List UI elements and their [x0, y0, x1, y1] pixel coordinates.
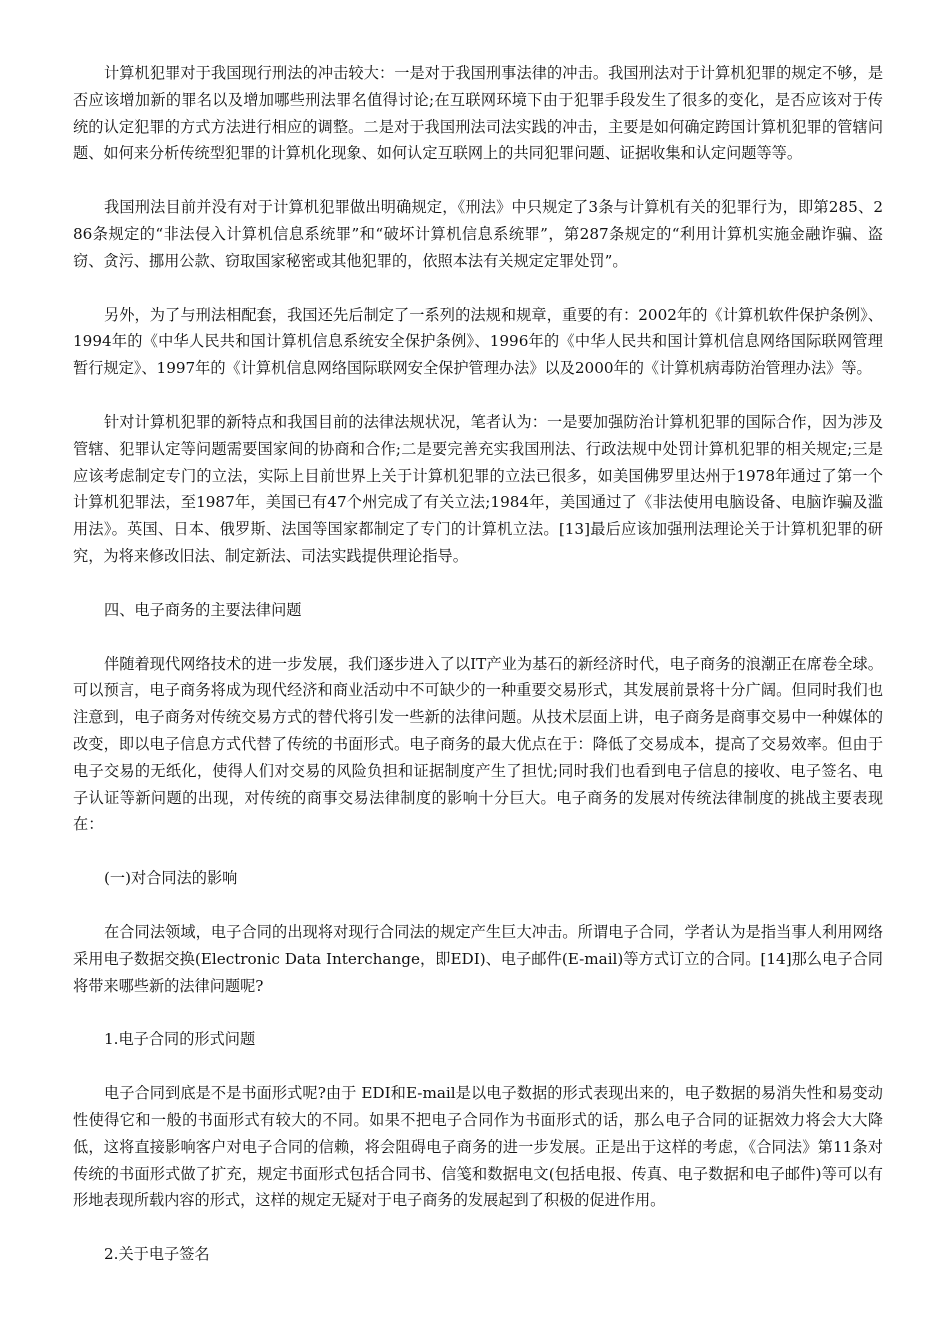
paragraph-author-suggestions: 针对计算机犯罪的新特点和我国目前的法律法规状况，笔者认为：一是要加强防治计算机犯罪的国际合作，因为涉及管辖、犯罪认定等问题需要国家间的协商和合作;二是要完善充实我国刑法、行政法规中处罚计算机犯罪的相关规定;三是应该考虑制定专门的立法，实际上目前世界上关于计算机犯罪的立法已很多，如美国佛罗里达州于1978年通过了第一个计算机犯罪法，至1987年，美国已有47个州完成了有关立法;1984年，美国通过了《非法使用电脑设备、电脑诈骗及滥用法》。英国、日本、俄罗斯、法国等国家都制定了专门的计算机立法。[13]最后应该加强刑法理论关于计算机犯罪的研究，为将来修改旧法、制定新法、司法实践提供理论指导。 [73, 412, 883, 565]
subsection-heading-contract-law: (一)对合同法的影响 [104, 869, 238, 888]
paragraph-criminal-law-provisions: 我国刑法目前并没有对于计算机犯罪做出明确规定，《刑法》中只规定了3条与计算机有关的犯罪行为，即第285、286条规定的“非法侵入计算机信息系统罪”和“破坏计算机信息系统罪”，第287条规定的“利用计算机实施金融诈骗、盗窃、贪污、挪用公款、窃取国家秘密或其他犯罪的，依照本法有关规定定罪处罚”。 [73, 198, 883, 270]
paragraph-electronic-contract: 在合同法领域，电子合同的出现将对现行合同法的规定产生巨大冲击。所谓电子合同，学者认为是指当事人利用网络采用电子数据交换(Electronic Data Interchange，即EDI)、电子邮件(E-mail)等方式订立的合同。[14]那么电子合同将带来哪些新的法律问题呢? [73, 922, 883, 995]
section-heading-ecommerce-legal-issues: 四、电子商务的主要法律问题 [104, 600, 302, 619]
subsection-heading-electronic-signature: 2.关于电子签名 [104, 1245, 210, 1264]
paragraph-computer-crime-impact: 计算机犯罪对于我国现行刑法的冲击较大：一是对于我国刑事法律的冲击。我国刑法对于计算机犯罪的规定不够，是否应该增加新的罪名以及增加哪些刑法罪名值得讨论;在互联网环境下由于犯罪手段发生了很多的变化，是否应该对于传统的认定犯罪的方式方法进行相应的调整。二是对于我国刑法司法实践的冲击，主要是如何确定跨国计算机犯罪的管辖问题、如何来分析传统型犯罪的计算机化现象、如何认定互联网上的共同犯罪问题、证据收集和认定问题等等。 [73, 64, 883, 163]
document-page [73, 60, 883, 1295]
paragraph-regulations-list: 另外，为了与刑法相配套，我国还先后制定了一系列的法规和规章，重要的有：2002年的《计算机软件保护条例》、1994年的《中华人民共和国计算机信息系统安全保护条例》、1996年的《中华人民共和国计算机信息网络国际联网管理暂行规定》、1997年的《计算机信息网络国际联网安全保护管理办法》以及2000年的《计算机病毒防治管理办法》等。 [73, 305, 883, 378]
paragraph-contract-form: 电子合同到底是不是书面形式呢?由于 EDI和E-mail是以电子数据的形式表现出来的，电子数据的易消失性和易变动性使得它和一般的书面形式有较大的不同。如果不把电子合同作为书面形式的话，那么电子合同的证据效力将会大大降低，这将直接影响客户对电子合同的信赖，将会阻碍电子商务的进一步发展。正是出于这样的考虑，《合同法》第11条对传统的书面形式做了扩充，规定书面形式包括合同书、信笺和数据电文(包括电报、传真、电子数据和电子邮件)等可以有形地表现所载内容的形式，这样的规定无疑对于电子商务的发展起到了积极的促进作用。 [73, 1084, 883, 1210]
paragraph-ecommerce-overview: 伴随着现代网络技术的进一步发展，我们逐步进入了以IT产业为基石的新经济时代，电子商务的浪潮正在席卷全球。可以预言，电子商务将成为现代经济和商业活动中不可缺少的一种重要交易形式，其发展前景将十分广阔。但同时我们也注意到，电子商务对传统交易方式的替代将引发一些新的法律问题。从技术层面上讲，电子商务是商事交易中一种媒体的改变，即以电子信息方式代替了传统的书面形式。电子商务的最大优点在于：降低了交易成本，提高了交易效率。但由于电子交易的无纸化，使得人们对交易的风险负担和证据制度产生了担忧;同时我们也看到电子信息的接收、电子签名、电子认证等新问题的出现，对传统的商事交易法律制度的影响十分巨大。电子商务的发展对传统法律制度的挑战主要表现在： [73, 654, 883, 834]
subsection-heading-contract-form: 1.电子合同的形式问题 [104, 1030, 256, 1049]
